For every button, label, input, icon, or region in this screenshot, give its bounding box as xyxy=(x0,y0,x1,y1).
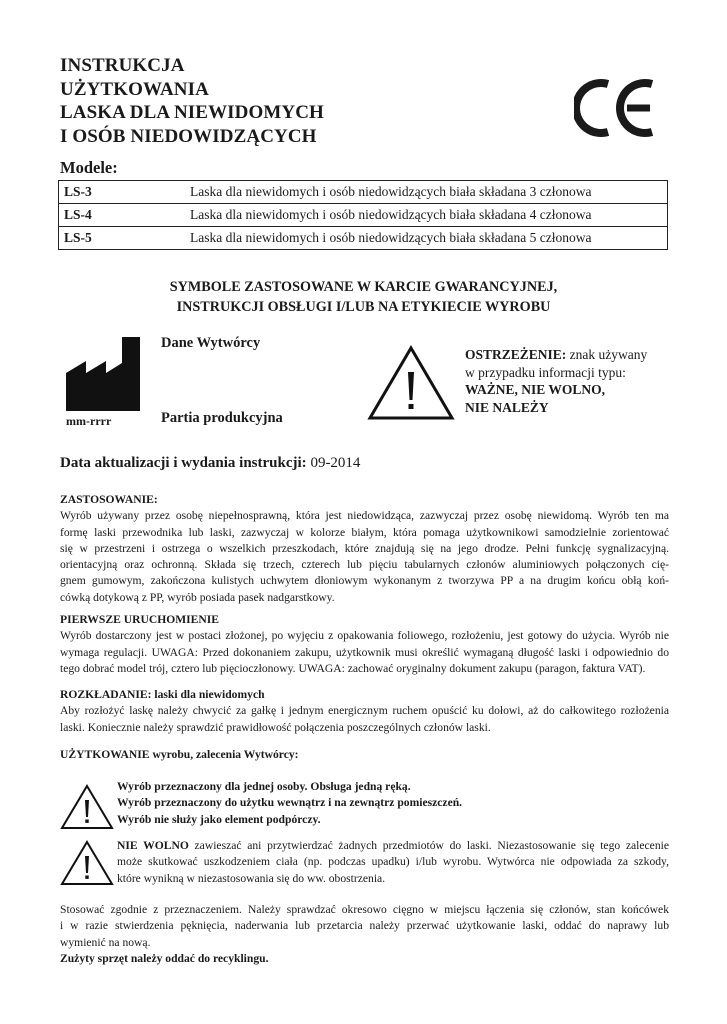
section-pierwsze-uruchomienie xyxy=(60,612,669,677)
batch-label: Partia produkcyjna xyxy=(161,410,283,426)
section-heading: PIERWSZE URUCHOMIENIE xyxy=(60,613,220,626)
paragraph-line xyxy=(117,838,669,854)
section-heading xyxy=(60,747,669,763)
symbols-heading-line: SYMBOLE ZASTOSOWANE W KARCIE GWARANCYJNEJ, xyxy=(169,279,558,295)
paragraph-line: Stosować zgodnie z przeznaczeniem. Należy sprawdzać okresowo cięgno w miejscu łączenia się członów, stan końcówek xyxy=(60,903,669,916)
warning-label: OSTRZEŻENIE: xyxy=(465,347,567,362)
title-line: INSTRUKCJA xyxy=(60,55,185,76)
warning-triangle-icon xyxy=(366,344,456,422)
section-zastosowanie xyxy=(60,492,669,606)
prohibition-label: NIE WOLNO xyxy=(117,839,189,852)
model-description: Laska dla niewidomych i osób niedowidzących biała składana 4 członowa xyxy=(185,204,668,227)
manufacturer-factory-icon xyxy=(66,337,144,415)
symbols-heading-line: INSTRUKCJI OBSŁUGI I/LUB NA ETYKIECIE WYROBU xyxy=(176,299,551,315)
usage-note: Wyrób nie służy jako element podpórczy. xyxy=(117,812,321,826)
paragraph-line: i w razie stwierdzenia pęknięcia, naderwania lub przetarcia należy przerwać użytkowanie laski, oddać do naprawy lub xyxy=(60,919,669,933)
warning-bold-text: NIE NALEŻY xyxy=(465,399,549,415)
section-heading-rest: wyrobu, zalecenia Wytwórcy: xyxy=(149,748,299,761)
ce-mark-icon xyxy=(574,76,660,140)
warning-text: w przypadku informacji typu: xyxy=(465,364,626,380)
title-line: LASKA DLA NIEWIDOMYCH xyxy=(60,102,324,123)
table-row xyxy=(59,181,668,204)
warning-description xyxy=(465,346,647,416)
title-line: UŻYTKOWANIA xyxy=(60,78,209,100)
title-line: I OSÓB NIEDOWIDZĄCYCH xyxy=(60,125,317,147)
paragraph-line: gnem gumowym, zakończona kulistych uchwytem dłoniowym wykonanym z tworzywa PP a na drugim końcu obłą koń- xyxy=(60,574,669,588)
models-label: Modele: xyxy=(60,158,118,177)
model-code: LS-4 xyxy=(59,204,186,227)
update-date-label: Data aktualizacji i wydania instrukcji: xyxy=(60,455,307,471)
section-heading: ROZKŁADANIE: laski dla niewidomych xyxy=(60,688,265,701)
paragraph-line: formę laski przewodnika lub laski, zazwyczaj w kolorze białym, która pomaga użytkownikowi samodzielnie zorientować xyxy=(60,525,669,539)
warning-triangle-icon xyxy=(60,784,114,830)
recycling-note: Zużyty sprzęt należy oddać do recyklingu. xyxy=(60,951,269,965)
section-heading: ZASTOSOWANIE: xyxy=(60,493,158,506)
prohibition-note xyxy=(117,838,669,887)
section-final-notes xyxy=(60,902,669,967)
paragraph-line: wymaga regulacji. UWAGA: Przed dokonaniem zakupu, użytkownik musi określić wymaganą długość laski i odpowiednio do xyxy=(60,645,669,659)
paragraph-line: Aby rozłożyć laskę należy chwycić za gałkę i jednym energicznym ruchem opuścić ku dołowi, aż do całkowitego rozłożenia xyxy=(60,704,669,718)
paragraph-line: laski. Koniecznie należy sprawdzić prawidłowość połączenia poszczególnych członów laski. xyxy=(60,720,491,734)
usage-notes xyxy=(117,779,669,828)
model-description: Laska dla niewidomych i osób niedowidzących biała składana 3 członowa xyxy=(185,181,668,204)
paragraph-line: które wynikną w niezastosowania się do ww. obostrzenia. xyxy=(117,871,386,885)
symbols-heading xyxy=(60,277,667,317)
model-code: LS-3 xyxy=(59,181,186,204)
usage-note: Wyrób przeznaczony do użytku wewnątrz i na zewnątrz pomieszczeń. xyxy=(117,796,463,810)
paragraph-line: się w przestrzeni i ostrzega o wszelkich przeszkodach, które znajdują się na jego drodze. Pełni funkcję sygnalizacyjną. xyxy=(60,541,669,555)
model-description: Laska dla niewidomych i osób niedowidzących biała składana 5 członowa xyxy=(185,227,668,250)
paragraph-line: Wyrób dostarczony jest w postaci złożonej, po wyjęciu z opakowania foliowego, rozłożeniu, jest gotowy do użycia. Wyrób nie xyxy=(60,629,669,643)
warning-triangle-icon xyxy=(60,840,114,886)
paragraph-line: wymienić na nową. xyxy=(60,935,151,949)
section-uzytkowanie xyxy=(60,747,669,763)
paragraph-line: tego dobrać model trój, cztero lub pięcioczłonowy. UWAGA: zachować oryginalny dokument zakupu (paragon, faktura VAT). xyxy=(60,661,646,675)
warning-text: znak używany xyxy=(566,347,648,362)
model-code: LS-5 xyxy=(59,227,186,250)
table-row xyxy=(59,204,668,227)
section-rozkladanie xyxy=(60,687,669,736)
paragraph-line: cówką dotykową z PP, wyrób posiada pasek nadgarstkowy. xyxy=(60,590,335,604)
prohibition-text: zawieszać ani przytwierdzać żadnych przedmiotów do laski. Niezastosowanie się tego zalecenie xyxy=(188,839,669,852)
models-table xyxy=(58,180,668,250)
table-row xyxy=(59,227,668,250)
paragraph-line: może skutkować uszkodzeniem ciała (np. podczas upadku) i/lub wyrobu. Wytwórca nie odpowiada za szkody, xyxy=(117,855,669,869)
paragraph-line: orientacyjną oraz ochronną. Składa się trzech, czterech lub pięciu tabularnych członów aluminiowych połączonych cię- xyxy=(60,558,669,572)
warning-bold-text: WAŻNE, NIE WOLNO, xyxy=(465,382,606,397)
section-heading-bold: UŻYTKOWANIE xyxy=(60,748,150,761)
update-date-value: 09-2014 xyxy=(306,455,361,471)
update-date xyxy=(60,455,360,472)
document-title xyxy=(60,54,324,148)
manufacturer-label: Dane Wytwórcy xyxy=(161,335,261,351)
paragraph-line: Wyrób używany przez osobę niepełnosprawną, która jest niedowidząca, zazwyczaj przez osobę niewidomą. Wyrób ten ma xyxy=(60,509,669,523)
usage-note: Wyrób przeznaczony dla jednej osoby. Obsługa jedną ręką. xyxy=(117,780,411,793)
batch-code: mm-rrrr xyxy=(66,414,112,428)
